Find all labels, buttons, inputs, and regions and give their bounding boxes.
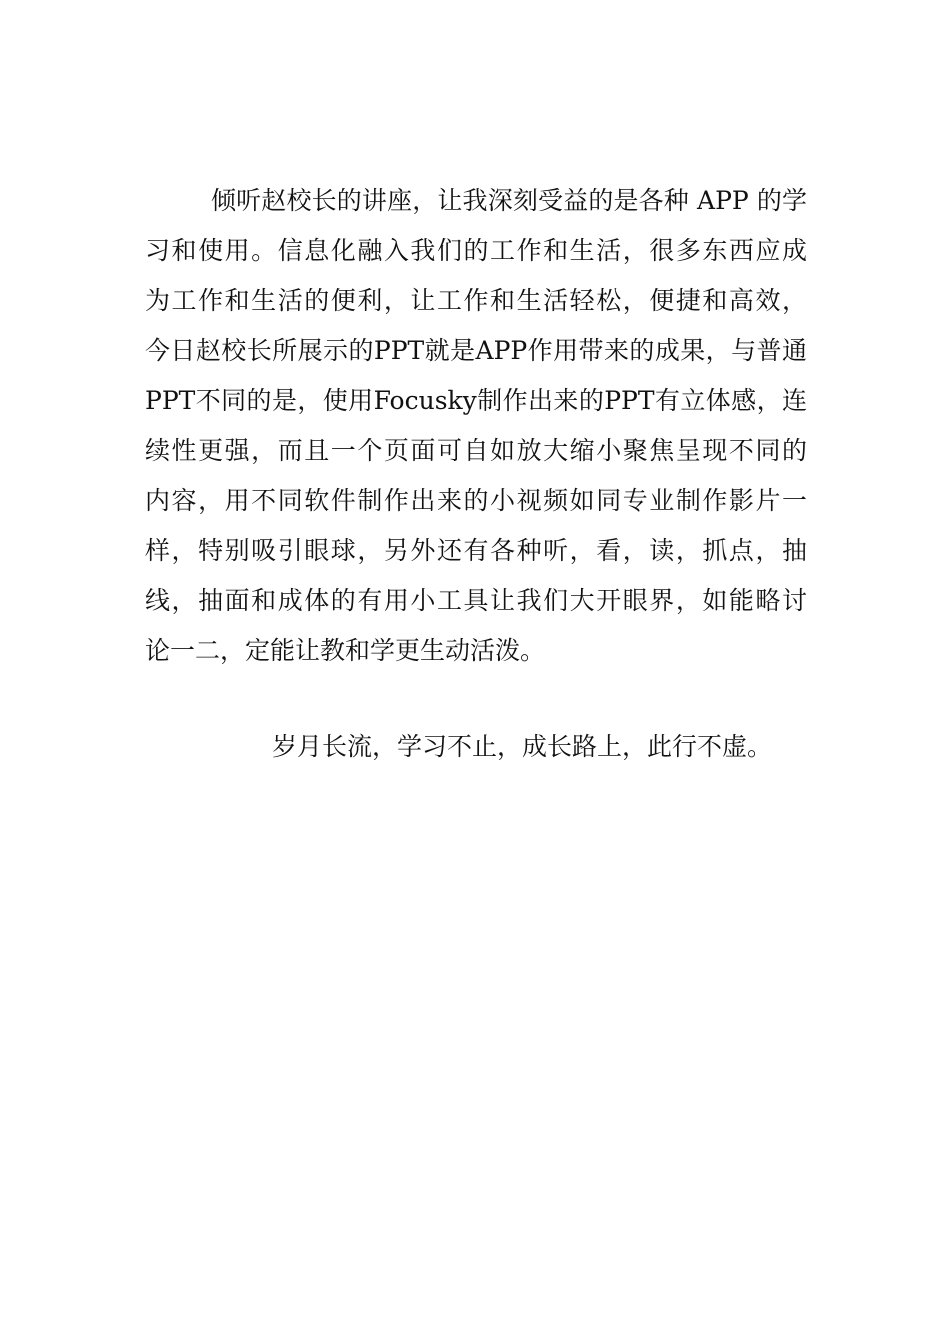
paragraph-line-2: 习和使用。信息化融入我们的工作和生活，很多东西应成 <box>145 236 807 265</box>
paragraph-line-4: 今日赵校长所展示的PPT就是APP作用带来的成果，与普通 <box>145 336 807 365</box>
paragraph-line-3: 为工作和生活的便利，让工作和生活轻松，便捷和高效， <box>145 286 807 315</box>
paragraph-line-5: PPT不同的是，使用Focusky制作出来的PPT有立体感，连 <box>145 386 807 415</box>
paragraph-line-8: 样，特别吸引眼球，另外还有各种听，看，读，抓点，抽 <box>145 536 807 565</box>
paragraph-line-9: 线，抽面和成体的有用小工具让我们大开眼界，如能略讨 <box>145 586 807 615</box>
paragraph-line-6: 续性更强，而且一个页面可自如放大缩小聚焦呈现不同的 <box>145 436 807 465</box>
body-paragraph <box>145 176 807 676</box>
paragraph-line-1: 倾听赵校长的讲座，让我深刻受益的是各种 APP 的学 <box>211 186 807 215</box>
closing-line: 岁月长流，学习不止，成长路上，此行不虚。 <box>272 732 773 761</box>
paragraph-line-10: 论一二，定能让教和学更生动活泼。 <box>145 636 546 665</box>
paragraph-line-7: 内容，用不同软件制作出来的小视频如同专业制作影片一 <box>145 486 807 515</box>
